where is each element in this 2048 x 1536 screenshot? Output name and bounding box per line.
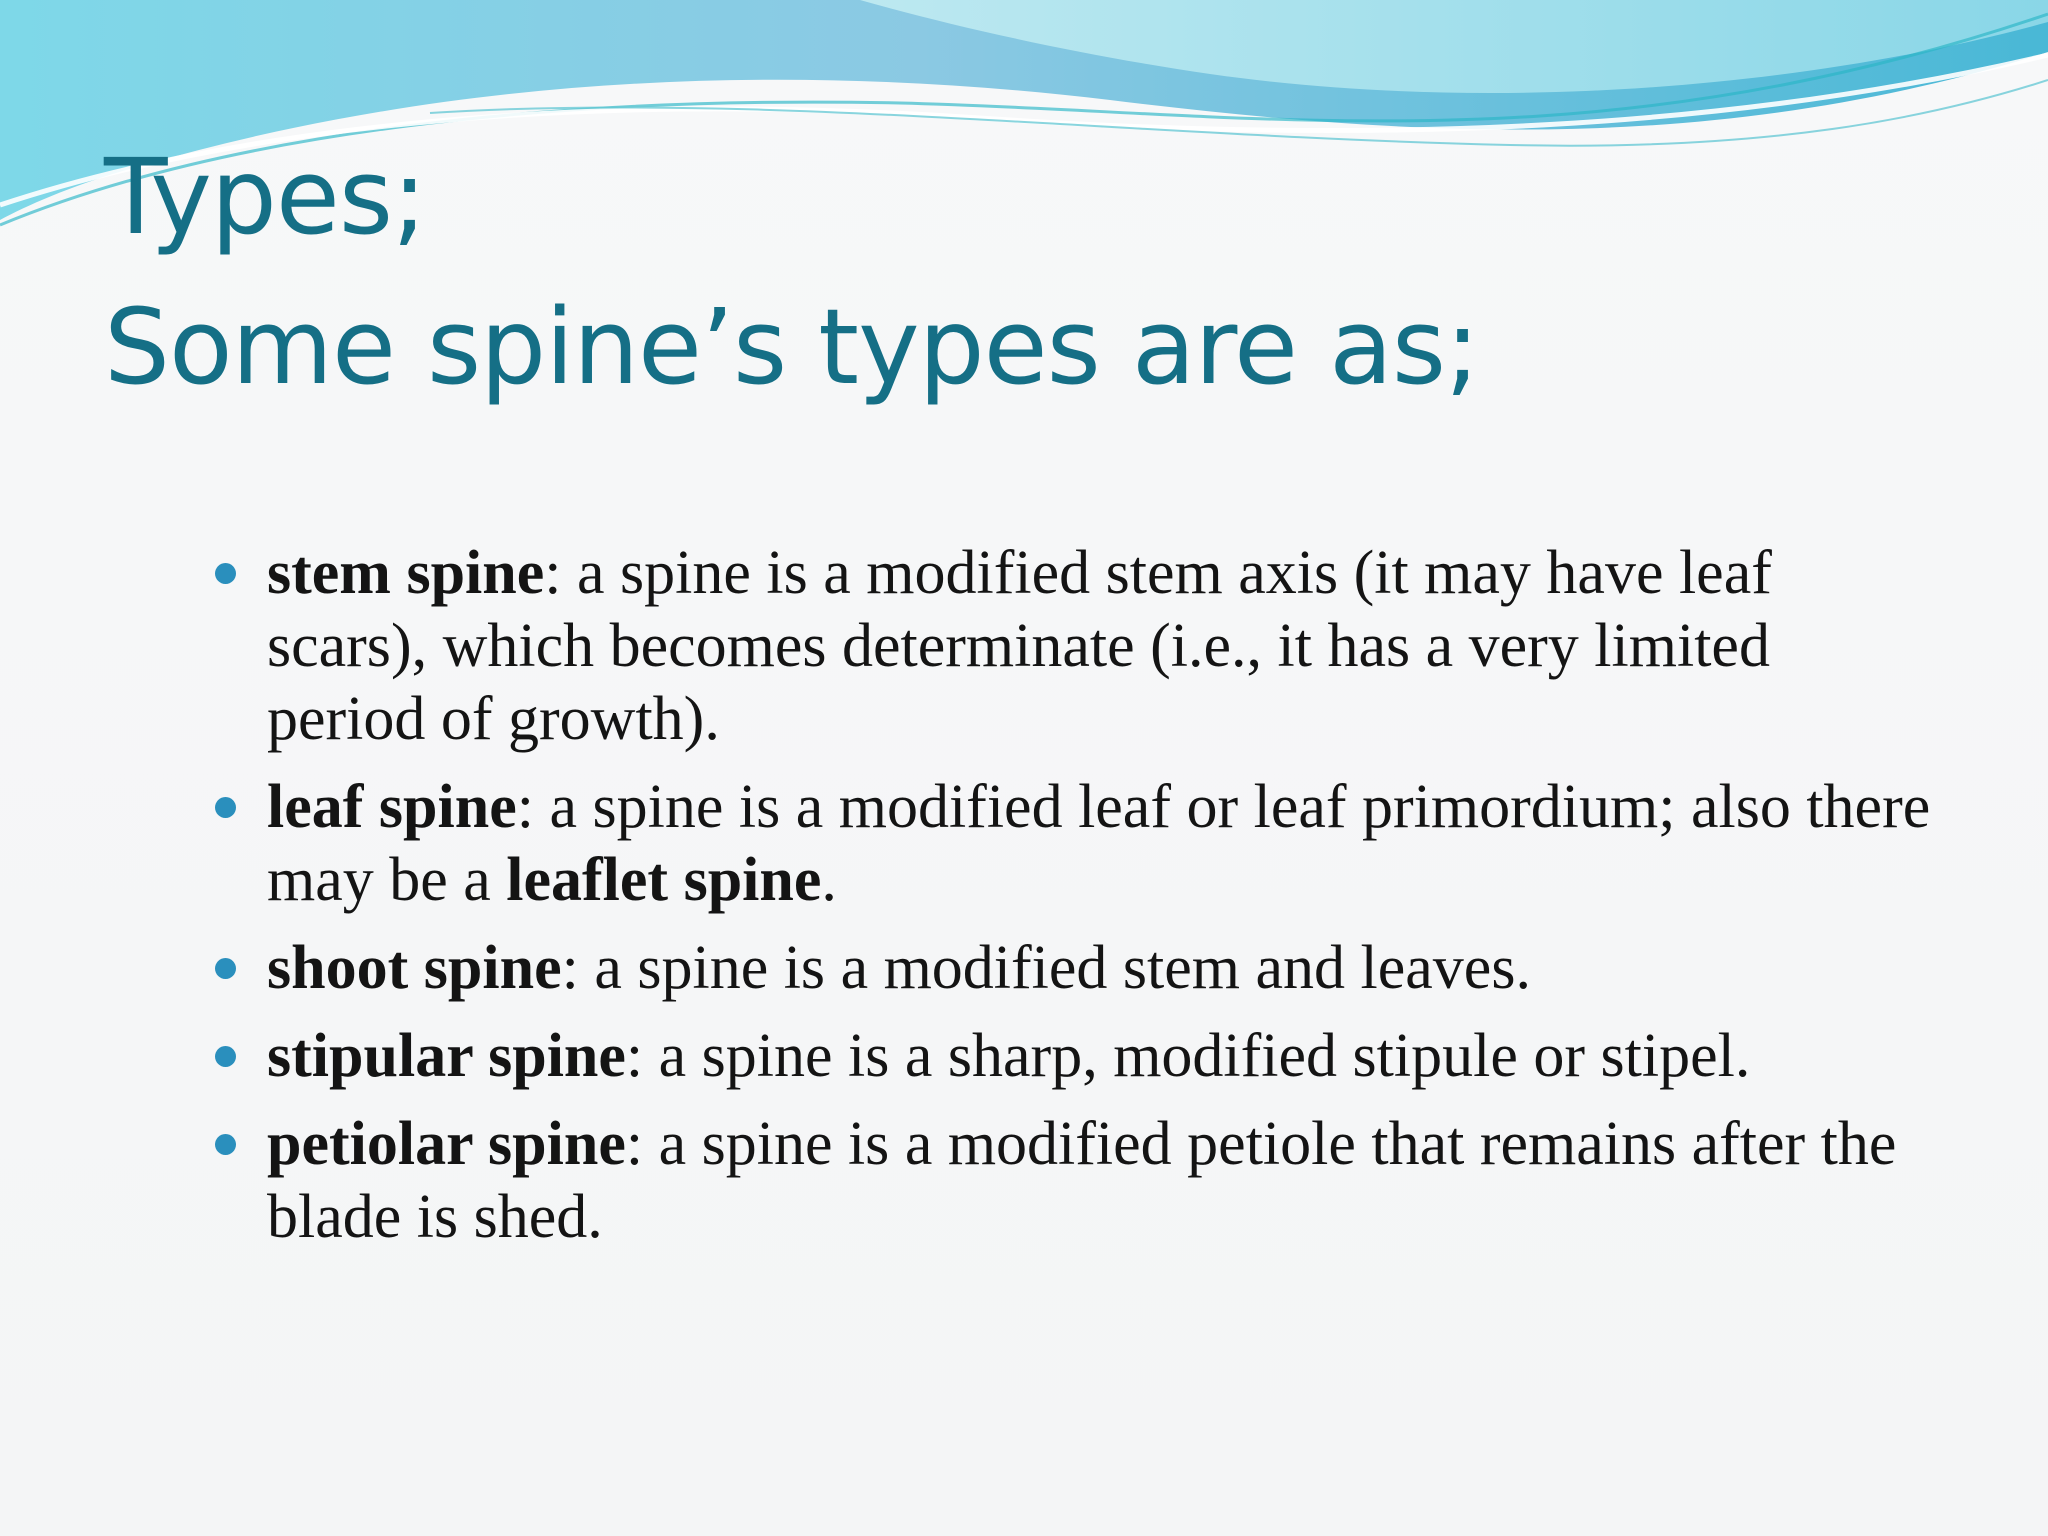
description-petiolar-spine: : a spine is a modified petiole that remains after the blade is shed. [267,1110,1897,1251]
bullet-dot-icon [215,958,236,979]
spine-types-list [212,537,1932,1269]
term-petiolar-spine: petiolar spine [267,1110,626,1178]
bullet-dot-icon [215,1046,236,1067]
list-item-leaf-spine [212,771,1932,917]
description-leaf-spine: : a spine is a modified leaf or leaf primordium; also there may be a [267,773,1931,914]
bullet-dot-icon [215,797,236,818]
slide-title [104,122,1479,422]
term-shoot-spine: shoot spine [267,934,562,1002]
term-stipular-spine: stipular spine [267,1022,626,1090]
description-leaflet-spine-end: . [821,846,837,914]
list-item-stem-spine [212,537,1932,756]
term-stem-spine: stem spine [267,539,545,607]
title-line-2: Some spine’s types are as; [104,286,1480,408]
term-leaf-spine: leaf spine [267,773,517,841]
list-item-stipular-spine [212,1020,1932,1093]
term-leaflet-spine: leaflet spine [506,846,822,914]
list-item-petiolar-spine [212,1108,1932,1254]
title-line-1: Types; [104,136,427,258]
bullet-dot-icon [215,563,236,584]
description-shoot-spine: : a spine is a modified stem and leaves. [561,934,1531,1002]
description-stipular-spine: : a spine is a sharp, modified stipule or stipel. [625,1022,1751,1090]
bullet-dot-icon [215,1134,236,1155]
list-item-shoot-spine [212,932,1932,1005]
description-stem-spine: : a spine is a modified stem axis (it may have leaf scars), which becomes determinate (i.e., it has a very limited period of growth). [267,539,1772,753]
